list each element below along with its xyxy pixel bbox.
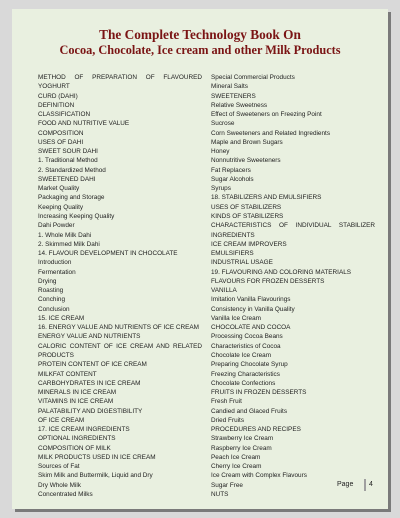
toc-entry: 15. ICE CREAM [38, 314, 85, 322]
toc-entry: Dry Whole Milk [38, 481, 81, 489]
toc-entry: CHOCOLATE AND COCOA [211, 324, 291, 332]
toc-entry: 18. STABILIZERS AND EMULSIFIERS [211, 194, 322, 202]
toc-entry: USES OF STABILIZERS [211, 203, 282, 211]
toc-entry: Chocolate Confections [211, 379, 276, 387]
toc-entry: Sugar Free [211, 481, 243, 489]
toc-entry: VITAMINS IN ICE CREAM [38, 398, 114, 406]
toc-entry: 2. Standardized Method [38, 166, 106, 174]
toc-entry: PROCEDURES AND RECIPES [211, 426, 301, 434]
toc-entry: PRODUCTS [38, 351, 74, 359]
toc-entry: CARBOHYDRATES IN ICE CREAM [38, 379, 141, 387]
toc-entry: INDUSTRIAL USAGE [211, 259, 273, 267]
toc-entry: CHARACTERISTICS OF INDIVIDUAL STABILIZER [211, 222, 375, 230]
toc-entry: 1. Whole Milk Dahi [38, 231, 92, 239]
toc-entry: INGREDIENTS [211, 231, 255, 239]
toc-entry: Roasting [38, 287, 64, 295]
toc-entry: Cherry Ice Cream [211, 463, 262, 471]
toc-entry: EMULSIFIERS [211, 250, 254, 258]
toc-entry: COMPOSITION OF MILK [38, 444, 111, 452]
toc-entry: FLAVOURS FOR FROZEN DESSERTS [211, 277, 325, 285]
toc-entry: CLASSIFICATION [38, 111, 91, 119]
toc-entry: Effect of Sweeteners on Freezing Point [211, 111, 322, 119]
toc-entry: 16. ENERGY VALUE AND NUTRIENTS OF ICE CREAM [38, 324, 199, 332]
toc-entry: Peach Ice Cream [211, 453, 261, 461]
toc-entry: Market Quality [38, 185, 80, 193]
toc-entry: Imitation Vanilla Flavourings [211, 296, 291, 304]
toc-entry: PALATABILITY AND DIGESTIBILITY [38, 407, 143, 415]
toc-entry: 17. ICE CREAM INGREDIENTS [38, 426, 130, 434]
page-number: 4 [369, 481, 373, 488]
toc-entry: ENERGY VALUE AND NUTRIENTS [38, 333, 141, 341]
toc-entry: Processing Cocoa Beans [211, 333, 283, 341]
toc-entry: VANILLA [211, 287, 237, 295]
toc-right-column [211, 73, 375, 499]
toc-entry: Concentrated Milks [38, 490, 93, 498]
toc-entry: Dahi Powder [38, 222, 75, 230]
toc-entry: Corn Sweeteners and Related Ingredients [211, 129, 331, 137]
toc-entry: Consistency in Vanilla Quality [211, 305, 295, 313]
toc-entry: CALORIC CONTENT OF ICE CREAM AND RELATED [38, 342, 202, 350]
toc-entry: YOGHURT [38, 83, 70, 91]
toc-entry: CURD (DAHI) [38, 92, 78, 100]
toc-entry: SWEETENED DAHI [38, 175, 96, 183]
page-footer-divider [364, 479, 366, 491]
toc-entry: SWEET SOUR DAHI [38, 148, 98, 156]
toc-entry: Raspberry Ice Cream [211, 444, 272, 452]
toc-entry: Fat Replacers [211, 166, 251, 174]
toc-entry: Candied and Glaced Fruits [211, 407, 288, 415]
toc-entry: Ice Cream with Complex Flavours [211, 472, 307, 480]
toc-entry: Fresh Fruit [211, 398, 242, 406]
toc-entry: 19. FLAVOURING AND COLORING MATERIALS [211, 268, 352, 276]
toc-entry: Sugar Alcohols [211, 175, 254, 183]
toc-entry: Dried Fruits [211, 416, 245, 424]
toc-entry: SWEETENERS [211, 92, 256, 100]
toc-entry: MILK PRODUCTS USED IN ICE CREAM [38, 453, 156, 461]
toc-entry: Maple and Brown Sugars [211, 138, 283, 146]
toc-entry: Preparing Chocolate Syrup [211, 361, 288, 369]
toc-entry: 1. Traditional Method [38, 157, 98, 165]
toc-entry: COMPOSITION [38, 129, 84, 137]
book-title [12, 27, 388, 58]
toc-entry: OF ICE CREAM [38, 416, 85, 424]
toc-entry: Mineral Salts [211, 83, 248, 91]
toc-entry: Vanilla Ice Cream [211, 314, 261, 322]
toc-entry: MINERALS IN ICE CREAM [38, 389, 117, 397]
toc-entry: METHOD OF PREPARATION OF FLAVOURED [38, 74, 202, 81]
page-label: Page [337, 481, 354, 488]
title-line-2: Cocoa, Chocolate, Ice cream and other Milk Products [59, 43, 341, 57]
toc-entry: OPTIONAL INGREDIENTS [38, 435, 116, 443]
toc-entry: Conclusion [38, 305, 70, 313]
toc-entry: FRUITS IN FROZEN DESSERTS [211, 389, 307, 397]
toc-entry: NUTS [211, 490, 229, 498]
title-line-1: The Complete Technology Book On [99, 27, 301, 42]
toc-entry: PROTEIN CONTENT OF ICE CREAM [38, 361, 147, 369]
toc-left-column [38, 73, 202, 499]
toc-entry: Keeping Quality [38, 203, 84, 211]
toc-entry: Sucrose [211, 120, 235, 128]
toc-entry: Characteristics of Cocoa [211, 342, 281, 350]
toc-entry: USES OF DAHI [38, 138, 84, 146]
toc-entry: Increasing Keeping Quality [38, 212, 115, 220]
toc-entry: MILKFAT CONTENT [38, 370, 97, 378]
toc-entry: Freezing Characteristics [211, 370, 280, 378]
toc-entry: Nonnutritive Sweeteners [211, 157, 281, 165]
toc-entry: Strawberry Ice Cream [211, 435, 274, 443]
toc-entry: Relative Sweetness [211, 101, 268, 109]
toc-entry: Honey [211, 148, 230, 156]
toc-entry: DEFINITION [38, 101, 75, 109]
toc-entry: Conching [38, 296, 66, 304]
toc-entry: Fermentation [38, 268, 76, 276]
toc-entry: 2. Skimmed Milk Dahi [38, 240, 100, 248]
toc-entry: Introduction [38, 259, 72, 267]
toc-entry: Sources of Fat [38, 463, 80, 471]
toc-entry: FOOD AND NUTRITIVE VALUE [38, 120, 130, 128]
toc-entry: ICE CREAM IMPROVERS [211, 240, 287, 248]
toc-entry: Special Commercial Products [211, 74, 295, 81]
toc-entry: Chocolate Ice Cream [211, 351, 272, 359]
toc-entry: KINDS OF STABILIZERS [211, 212, 284, 220]
toc-entry: Packaging and Storage [38, 194, 105, 202]
toc-entry: 14. FLAVOUR DEVELOPMENT IN CHOCOLATE [38, 250, 178, 258]
toc-entry: Syrups [211, 185, 231, 193]
toc-entry: Skim Milk and Buttermilk, Liquid and Dry [38, 472, 153, 480]
toc-entry: Drying [38, 277, 57, 285]
